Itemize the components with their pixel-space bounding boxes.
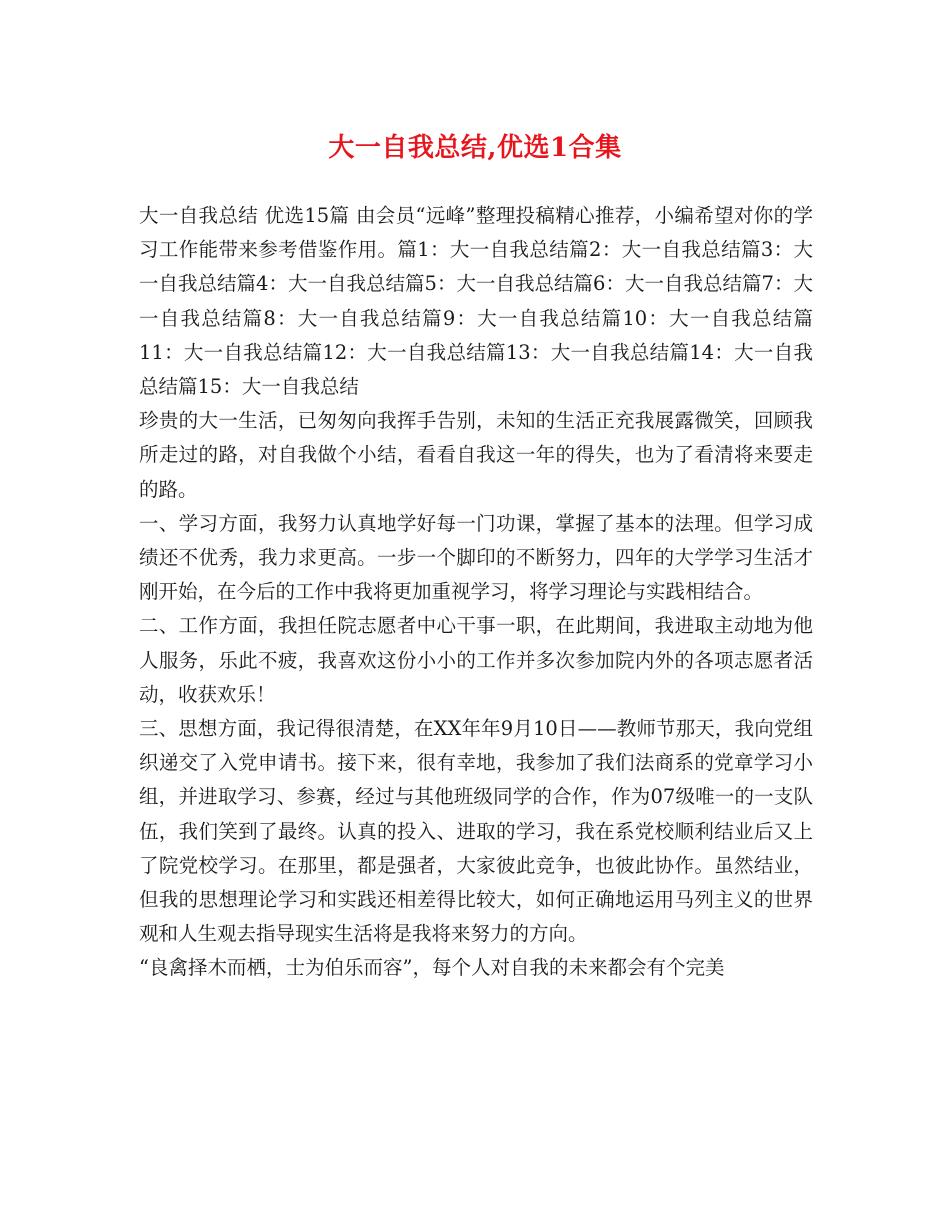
document-body — [139, 199, 813, 986]
thought-paragraph: 三、思想方面，我记得很清楚，在XX年年9月10日——教师节那天，我向党组织递交了入党申请书。接下来，很有幸地，我参加了我们法商系的党章学习小组，并进取学习、参赛，经过与其他班级同学的合作，作为07级唯一的一支队伍，我们笑到了最终。认真的投入、进取的学习，我在系党校顺利结业后又上了院党校学习。在那里，都是强者，大家彼此竞争，也彼此协作。虽然结业，但我的思想理论学习和实践还相差得比较大，如何正确地运用马列主义的世界观和人生观去指导现实生活将是我将来努力的方向。 — [139, 717, 813, 946]
document-title: 大一自我总结,优选1合集 — [328, 133, 622, 163]
closing-paragraph: “良禽择木而栖，士为伯乐而容”，每个人对自我的未来都会有个完美 — [139, 956, 725, 980]
work-paragraph: 二、工作方面，我担任院志愿者中心干事一职，在此期间，我进取主动地为他人服务，乐此不疲，我喜欢这份小小的工作并多次参加院内外的各项志愿者活动，收获欢乐！ — [139, 614, 813, 706]
study-paragraph: 一、学习方面，我努力认真地学好每一门功课，掌握了基本的法理。但学习成绩还不优秀，我力求更高。一步一个脚印的不断努力，四年的大学学习生活才刚开始，在今后的工作中我将更加重视学习，将学习理论与实践相结合。 — [139, 511, 813, 604]
opening-paragraph: 珍贵的大一生活，已匆匆向我挥手告别，未知的生活正充我展露微笑，回顾我所走过的路，对自我做个小结，看看自我这一年的得失，也为了看清将来要走的路。 — [139, 409, 813, 501]
intro-paragraph: 大一自我总结 优选15篇 由会员“远峰”整理投稿精心推荐，小编希望对你的学习工作能带来参考借鉴作用。篇1：大一自我总结篇2：大一自我总结篇3：大一自我总结篇4：大一自我总结篇5：大一自我总结篇6：大一自我总结篇7：大一自我总结篇8：大一自我总结篇9：大一自我总结篇10：大一自我总结篇11：大一自我总结篇12：大一自我总结篇13：大一自我总结篇14：大一自我总结篇15：大一自我总结 — [139, 204, 813, 399]
